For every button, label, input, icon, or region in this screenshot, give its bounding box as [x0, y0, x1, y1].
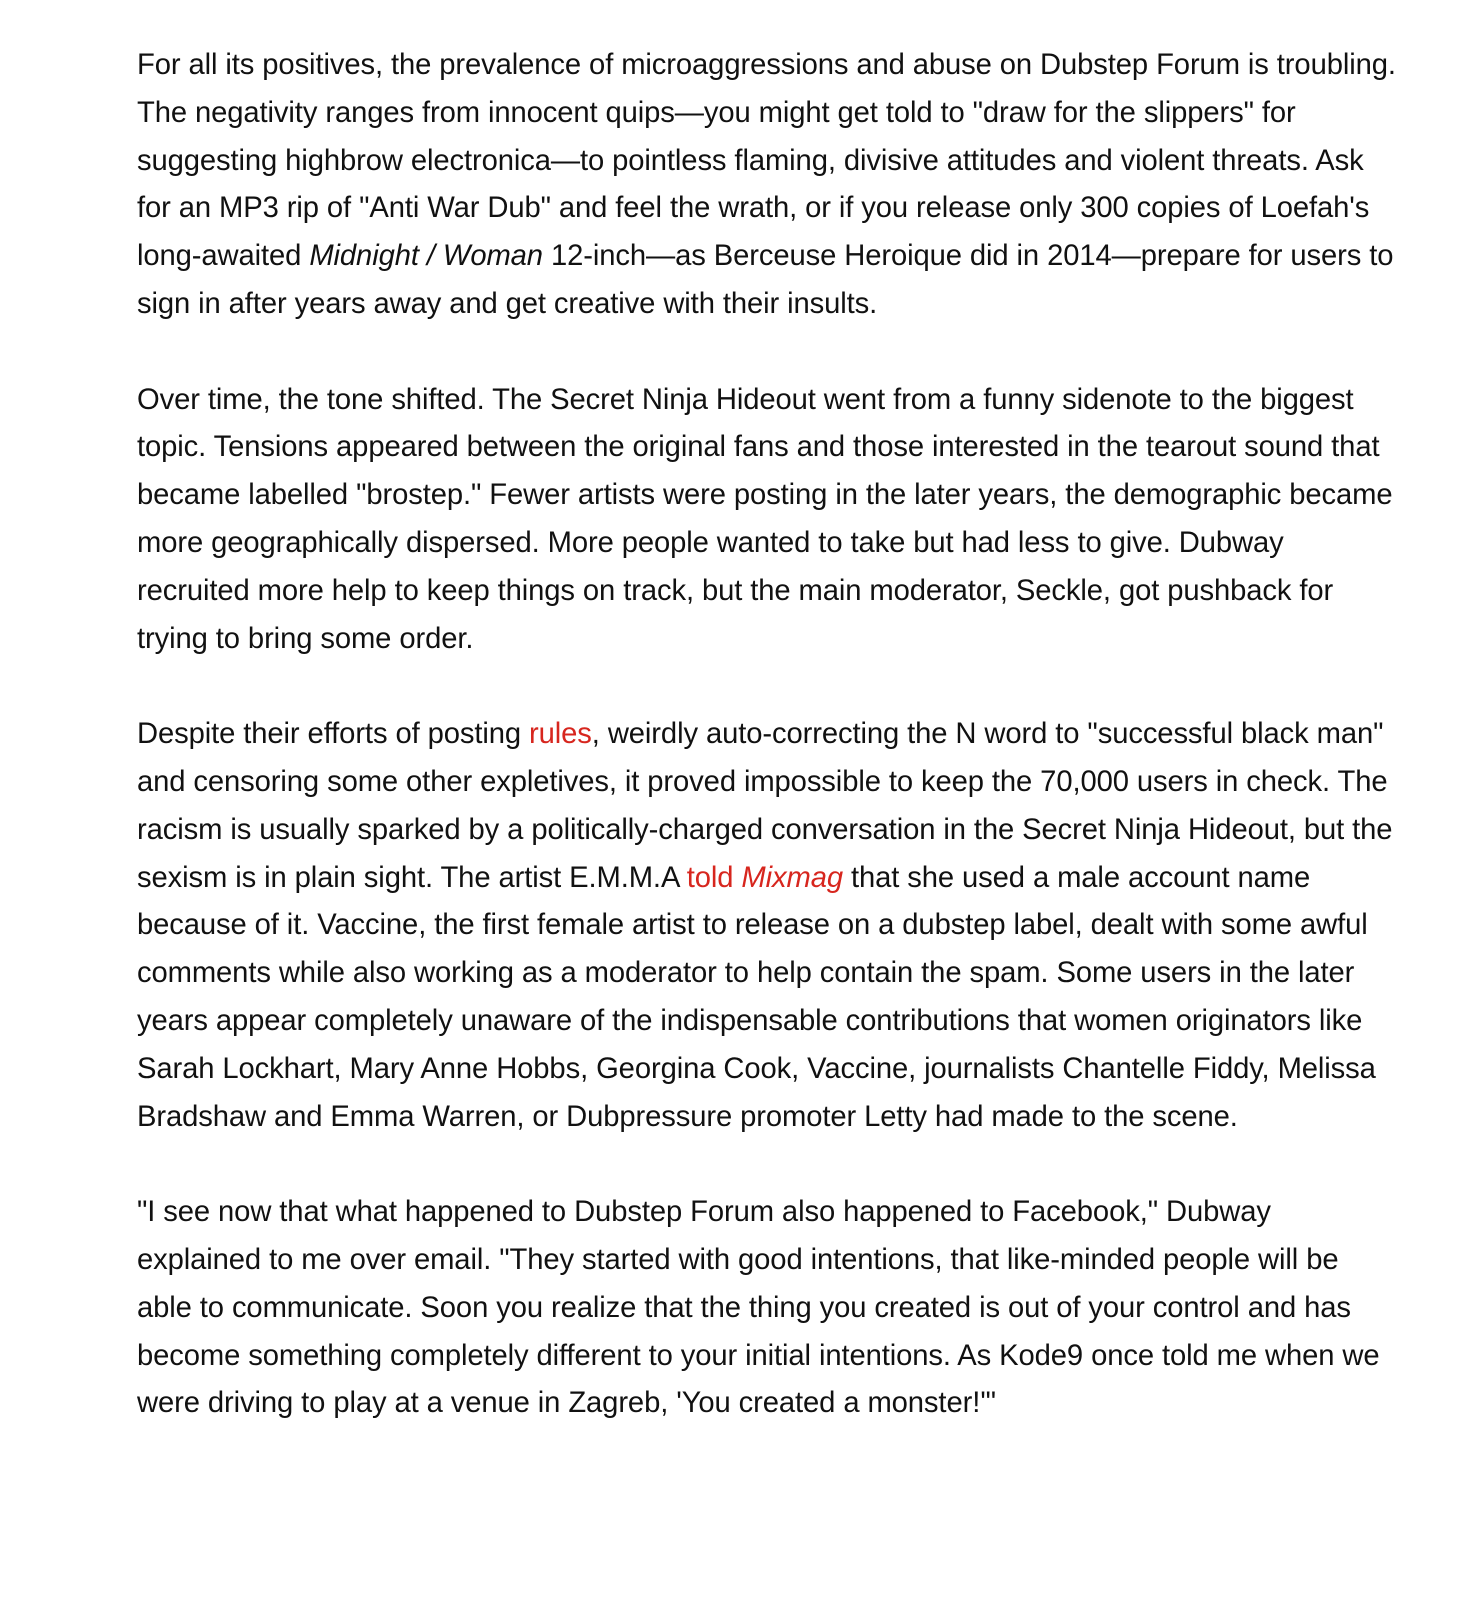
- paragraph-rules: [137, 711, 1397, 1141]
- record-title-midnight-woman: Midnight / Woman: [309, 240, 543, 273]
- told-mixmag-link-text: told: [686, 861, 742, 894]
- paragraph-dubway-quote: "I see now that what happened to Dubstep Forum also happened to Facebook," Dubway explained to me over email. "They started with good intentions, that like-minded people will be able to communicate. Soon you realize that the thing you created is out of your control and has become something completely different to your initial intentions. As Kode9 once told me when we were driving to play at a venue in Zagreb, 'You created a monster!'": [137, 1196, 1380, 1420]
- paragraph-rules-text-start: Despite their efforts of posting: [137, 718, 530, 751]
- paragraph-rules-text-end: that she used a male account name because of it. Vaccine, the first female artist to release on a dubstep label, dealt with some awful comments while also working as a moderator to help contain the spam. Some users in the later years appear completely unaware of the indispensable contributions that women originators like Sarah Lockhart, Mary Anne Hobbs, Georgina Cook, Vaccine, journalists Chantelle Fiddy, Melissa Bradshaw and Emma Warren, or Dubpressure promoter Letty had made to the scene.: [137, 861, 1376, 1133]
- paragraph-rules-text-middle: , weirdly auto-correcting the N word to "successful black man" and censoring some other expletives, it proved impossible to keep the 70,000 users in check. The racism is usually sparked by a politically-charged conversation in the Secret Ninja Hideout, but the sexism is in plain sight. The artist E.M.M.A: [137, 718, 1393, 894]
- paragraph-tone-shift: Over time, the tone shifted. The Secret Ninja Hideout went from a funny sidenote to the biggest topic. Tensions appeared between the original fans and those interested in the tearout sound that became labelled "brostep." Fewer artists were posting in the later years, the demographic became more geographically dispersed. More people wanted to take but had less to give. Dubway recruited more help to keep things on track, but the main moderator, Seckle, got pushback for trying to bring some order.: [137, 383, 1393, 655]
- paragraph-abuse-text-end: 12-inch—as Berceuse Heroique did in 2014—prepare for users to sign in after years away and get creative with their insults.: [137, 240, 1394, 320]
- article-body: [137, 42, 1397, 1428]
- mixmag-link-italic: Mixmag: [741, 861, 843, 894]
- paragraph-abuse: [137, 42, 1397, 329]
- told-mixmag-link[interactable]: [687, 862, 843, 894]
- rules-link[interactable]: rules: [529, 718, 592, 751]
- paragraph-abuse-text-start: For all its positives, the prevalence of microaggressions and abuse on Dubstep Forum is troubling. The negativity ranges from innocent quips—you might get told to "draw for the slippers" for suggesting highbrow electronica—to pointless flaming, divisive attitudes and violent threats. Ask for an MP3 rip of "Anti War Dub" and feel the wrath, or if you release only 300 copies of Loefah's long-awaited: [137, 49, 1396, 273]
